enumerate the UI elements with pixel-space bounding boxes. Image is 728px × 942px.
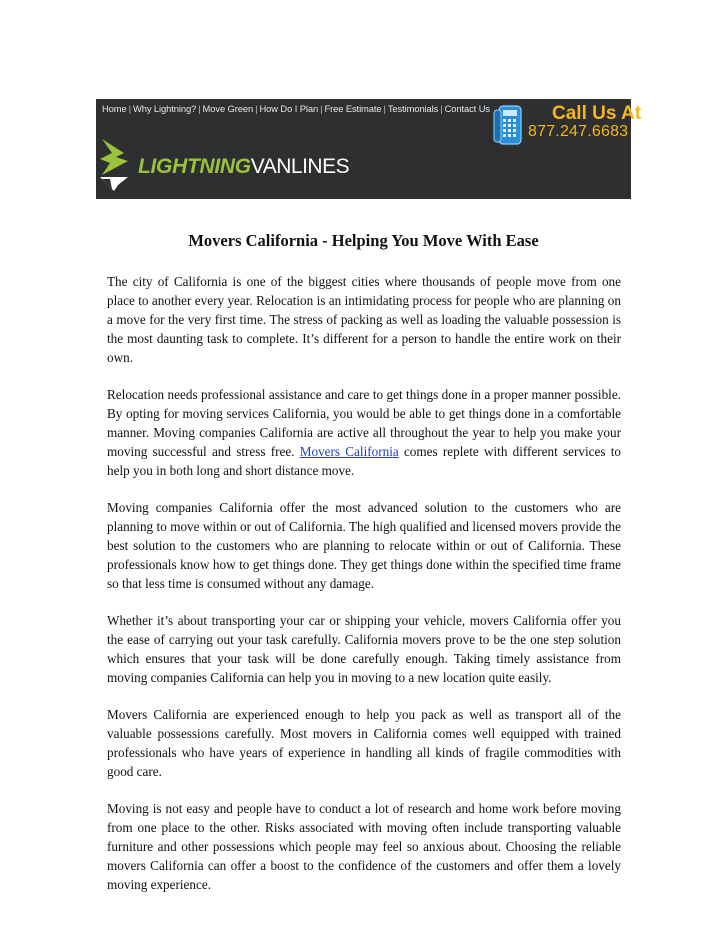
nav-free-estimate[interactable]: Free Estimate bbox=[324, 103, 382, 114]
paragraph: The city of California is one of the biggest cities where thousands of people move from one place to another every year. Relocation is an intimidating process for people who are planning on a move for the very first time. The stress of packing as well as loading the valuable possession is the most daunting task to complete. It’s different for a person to handle the entire work on their own. bbox=[107, 274, 621, 365]
nav-why-lightning[interactable]: Why Lightning? bbox=[132, 103, 197, 114]
nav-separator: | bbox=[320, 103, 323, 114]
article-title: Movers California - Helping You Move With Ease bbox=[188, 231, 539, 250]
phone-number[interactable]: 877.247.6683 bbox=[528, 123, 629, 140]
top-nav bbox=[102, 103, 490, 114]
nav-separator: | bbox=[198, 103, 201, 114]
call-us-label: Call Us At bbox=[552, 103, 642, 124]
paragraph bbox=[107, 385, 621, 480]
brand-name[interactable] bbox=[138, 155, 349, 179]
lightning-logo-icon[interactable] bbox=[98, 139, 132, 191]
nav-separator: | bbox=[255, 103, 258, 114]
paragraph-text: Relocation needs professional assistance and care to get things done in a proper manner possible. By opting for moving services California, you would be able to get things done in a comfortable manner. Moving companies California are active all throughout the year to help you make your moving successful and stress free. bbox=[107, 387, 621, 459]
nav-testimonials[interactable]: Testimonials bbox=[387, 103, 439, 114]
nav-contact-us[interactable]: Contact Us bbox=[444, 103, 490, 114]
telephone-icon bbox=[491, 104, 525, 148]
nav-separator: | bbox=[383, 103, 386, 114]
nav-how-do-i-plan[interactable]: How Do I Plan bbox=[259, 103, 319, 114]
paragraph: Moving companies California offer the most advanced solution to the customers who are planning to move within or out of California. The high qualified and licensed movers provide the best solution to the customers who are planning to relocate within or out of California. These professionals know how to get things done. They get things done within the specified time frame so that less time is consumed without any damage. bbox=[107, 500, 621, 591]
brand-name-lightning: LIGHTNING bbox=[138, 155, 251, 178]
brand-name-vanlines: VANLINES bbox=[250, 155, 350, 178]
paragraph: Whether it’s about transporting your car or shipping your vehicle, movers California offer you the ease of carrying out your task carefully. California movers prove to be the one step solution which ensures that your task will be done carefully enough. Taking timely assistance from moving companies California can help you in moving to a new location quite easily. bbox=[107, 613, 621, 685]
paragraph-text: comes replete with different services to help you in both long and short distance move. bbox=[107, 444, 621, 478]
article-body bbox=[107, 272, 621, 912]
header-banner bbox=[96, 99, 642, 199]
nav-move-green[interactable]: Move Green bbox=[202, 103, 254, 114]
paragraph: Moving is not easy and people have to conduct a lot of research and home work before moving from one place to the other. Risks associated with moving often include transporting valuable furniture and other possessions which people may feel so anxious about. Choosing the reliable movers California can offer a boost to the confidence of the customers and offer them a lovely moving experience. bbox=[107, 801, 621, 892]
movers-california-link[interactable]: Movers California bbox=[299, 444, 399, 459]
paragraph: Movers California are experienced enough to help you pack as well as transport all of the valuable possessions carefully. Most movers in California comes well equipped with trained professionals who have years of experience in handling all kinds of fragile commodities with good care. bbox=[107, 707, 621, 779]
nav-separator: | bbox=[128, 103, 131, 114]
nav-separator: | bbox=[440, 103, 443, 114]
nav-home[interactable]: Home bbox=[102, 103, 127, 114]
